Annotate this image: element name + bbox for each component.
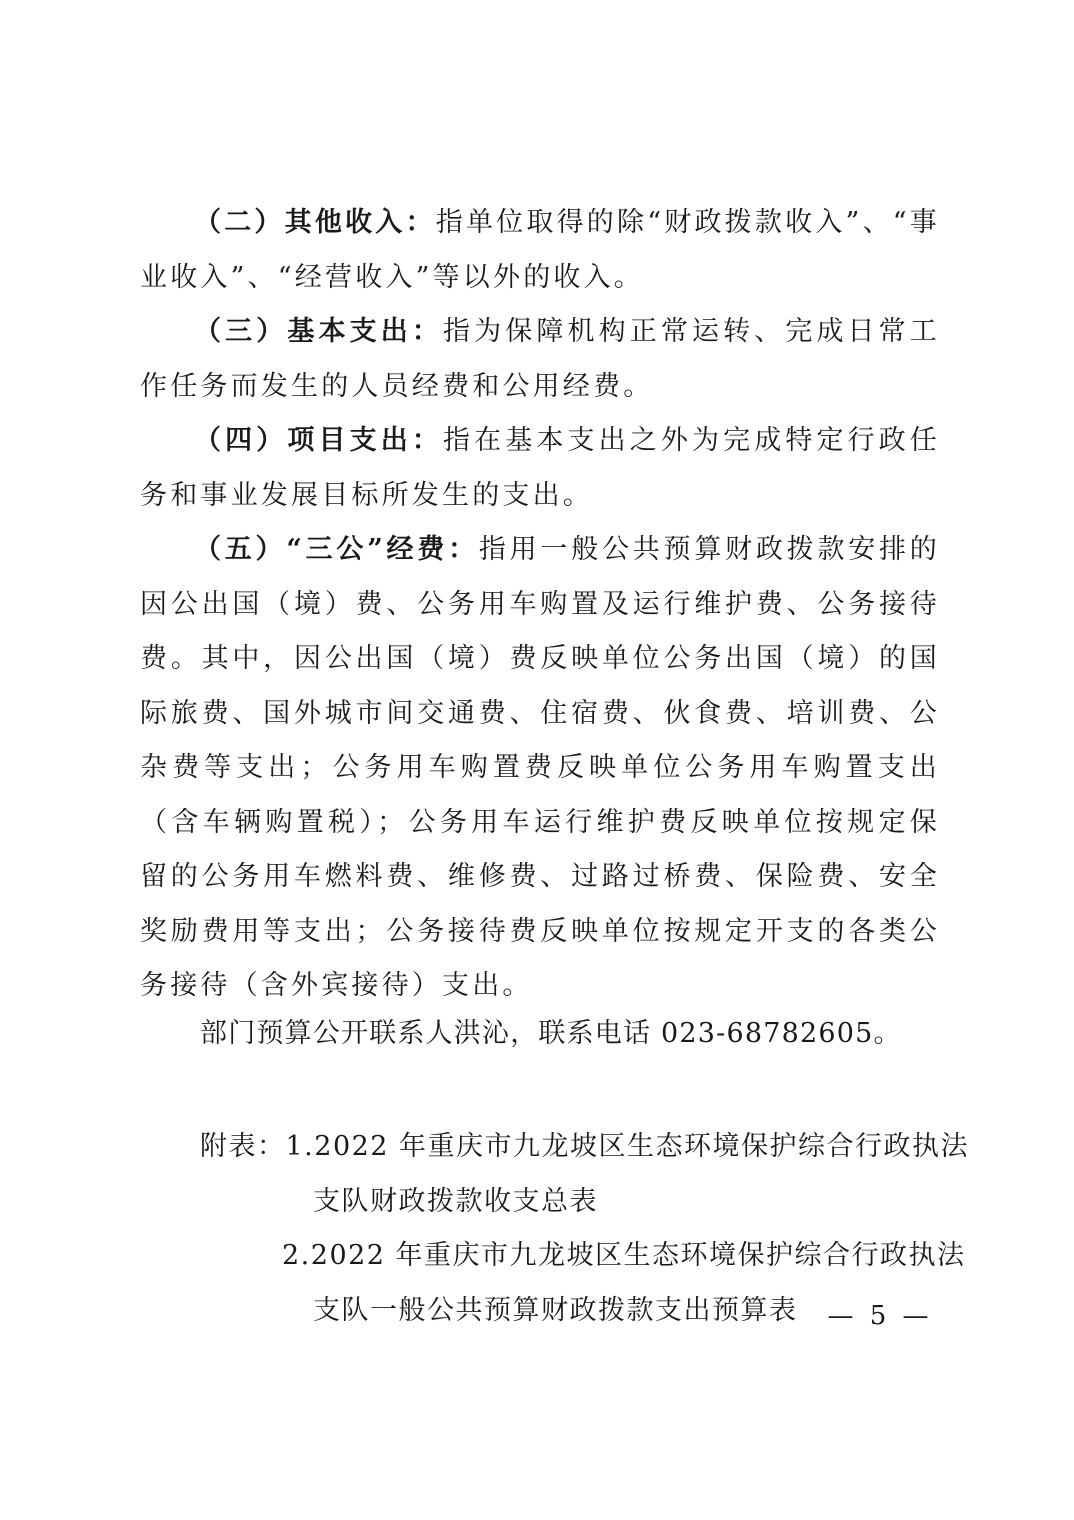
attachment-title-line1: 1.2022 年重庆市九龙坡区生态环境保护综合行政执法 xyxy=(285,1131,970,1162)
attachment-title-line2: 支队一般公共预算财政拨款支出预算表 xyxy=(313,1294,798,1326)
term-label: （五）“三公”经费： xyxy=(194,534,479,565)
attachment-item-1 xyxy=(200,1120,970,1175)
definition-text: 指在基本支出之外为完成特定行政任务和事业发展目标所发生的支出。 xyxy=(140,425,941,511)
page-number: — 5 — xyxy=(827,1301,933,1331)
definition-paragraph-basic-expenditure xyxy=(140,305,940,414)
definitions-section xyxy=(140,196,940,1014)
contact-line: 部门预算公开联系人洪沁，联系电话 023-68782605。 xyxy=(200,1018,902,1049)
definition-paragraph-project-expenditure xyxy=(140,414,940,523)
term-label: （四）项目支出： xyxy=(194,425,443,456)
attachment-title-line1: 2.2022 年重庆市九龙坡区生态环境保护综合行政执法 xyxy=(282,1240,966,1271)
definition-paragraph-other-income xyxy=(140,196,940,305)
term-label: （三）基本支出： xyxy=(194,316,443,347)
definition-text: 指为保障机构正常运转、完成日常工作任务而发生的人员经费和公用经费。 xyxy=(140,316,941,402)
definition-text: 指用一般公共预算财政拨款安排的因公出国（境）费、公务用车购置及运行维护费、公务接待费。其中，因公出国（境）费反映单位公务出国（境）的国际旅费、国外城市间交通费、住宿费、伙食费、培训费、公杂费等支出；公务用车购置费反映单位公务用车购置支出（含车辆购置税）；公务用车运行维护费反映单位按规定保留的公务用车燃料费、维修费、过路过桥费、保险费、安全奖励费用等支出；公务接待费反映单位按规定开支的各类公务接待（含外宾接待）支出。 xyxy=(140,534,941,1001)
definition-paragraph-three-public-expenses xyxy=(140,523,940,1014)
definition-text: 指单位取得的除“财政拨款收入”、“事业收入”、“经营收入”等以外的收入。 xyxy=(140,207,940,293)
attachment-item-2 xyxy=(200,1229,966,1284)
attachments-label: 附表： xyxy=(200,1131,286,1162)
attachment-title-line2: 支队财政拨款收支总表 xyxy=(313,1185,598,1217)
term-label: （二）其他收入： xyxy=(194,207,436,238)
